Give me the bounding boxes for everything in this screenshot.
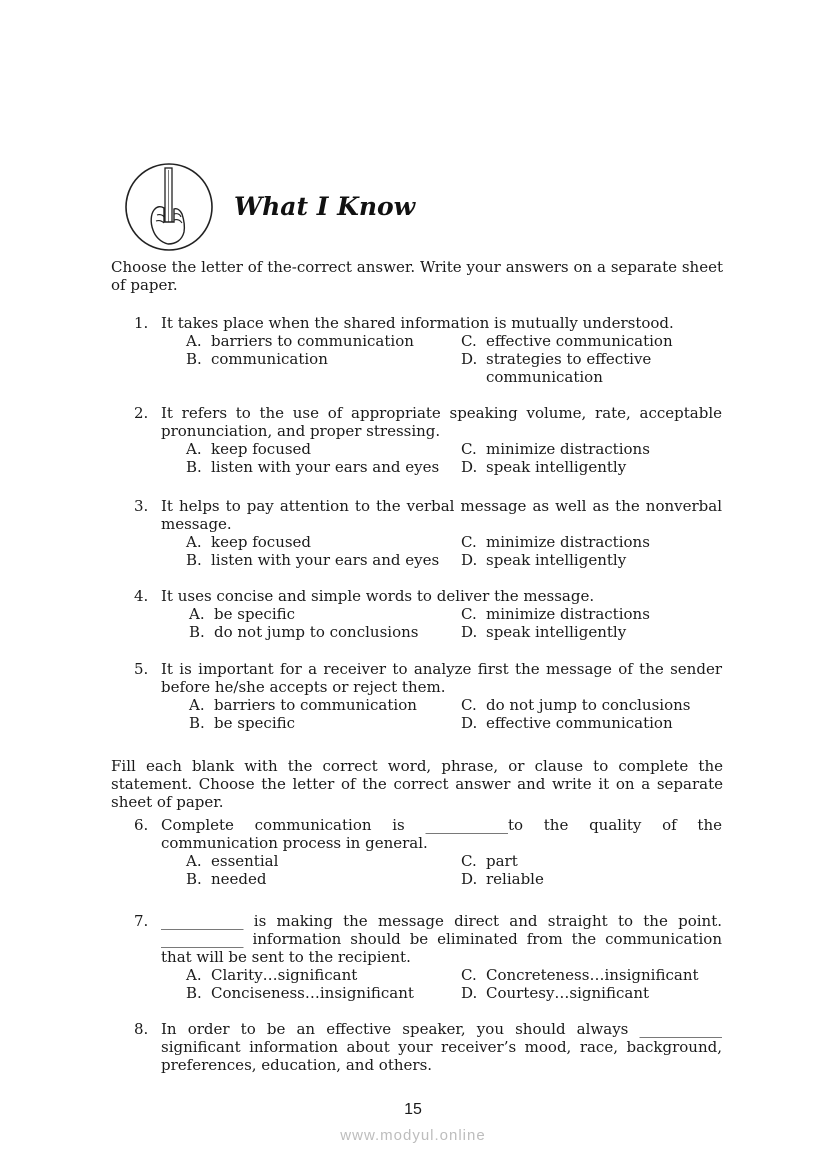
option-a: A. be specific — [189, 605, 296, 623]
question-6 — [134, 816, 722, 888]
option-c: C. minimize distractions — [461, 605, 650, 623]
question-5 — [134, 660, 722, 732]
question-8 — [134, 1020, 722, 1074]
question-text: It is important for a receiver to analyze first the message of the sender before he/she accepts or reject them. — [161, 660, 722, 696]
question-number: 4. — [134, 587, 149, 605]
option-c: C. part — [461, 852, 518, 870]
question-text: ___________ is making the message direct and straight to the point. ___________ information should be eliminated from the communication that will be sent to the recipient. — [161, 912, 722, 966]
option-b: B. Conciseness…insignificant — [186, 984, 414, 1002]
option-c: C. effective communication — [461, 332, 673, 350]
instructions-choose: Choose the letter of the-correct answer. Write your answers on a separate sheet of paper. — [111, 258, 723, 294]
option-d: D. strategies to effective communication — [461, 350, 652, 386]
question-number: 2. — [134, 404, 149, 422]
question-number: 8. — [134, 1020, 149, 1038]
option-a: A. barriers to communication — [186, 332, 414, 350]
option-d: D. speak intelligently — [461, 551, 627, 569]
option-b: B. listen with your ears and eyes — [186, 458, 440, 476]
question-number: 3. — [134, 497, 149, 515]
page-title: What I Know — [234, 192, 416, 221]
option-c: C. do not jump to conclusions — [461, 696, 691, 714]
question-7 — [134, 912, 722, 1002]
question-text: It uses concise and simple words to deliver the message. — [161, 587, 595, 605]
question-number: 7. — [134, 912, 149, 930]
watermark: www.modyul.online — [340, 1127, 486, 1144]
option-a: A. barriers to communication — [189, 696, 417, 714]
option-b: B. communication — [186, 350, 328, 368]
option-d: D. speak intelligently — [461, 458, 627, 476]
instructions-fill-blank: Fill each blank with the correct word, phrase, or clause to complete the statement. Choose the letter of the correct answer and write it on a separate sheet of paper. — [111, 757, 723, 811]
option-d: D. speak intelligently — [461, 623, 627, 641]
option-b: B. needed — [186, 870, 267, 888]
pencil-hand-icon — [124, 162, 214, 252]
question-text: It refers to the use of appropriate speaking volume, rate, acceptable pronunciation, and proper stressing. — [161, 404, 722, 440]
option-b: B. be specific — [189, 714, 296, 732]
option-d: D. reliable — [461, 870, 544, 888]
question-number: 5. — [134, 660, 149, 678]
option-a: A. essential — [186, 852, 279, 870]
question-text: Complete communication is ___________to the quality of the communication process in general. — [161, 816, 722, 852]
question-2 — [134, 404, 722, 476]
option-c: C. minimize distractions — [461, 440, 650, 458]
question-number: 1. — [134, 314, 149, 332]
question-4 — [134, 587, 722, 641]
option-c: C. minimize distractions — [461, 533, 650, 551]
question-text: It helps to pay attention to the verbal message as well as the nonverbal message. — [161, 497, 722, 533]
question-1 — [134, 314, 722, 386]
option-d: D. effective communication — [461, 714, 673, 732]
page-number: 15 — [404, 1101, 422, 1118]
question-3 — [134, 497, 722, 569]
option-a: A. keep focused — [186, 533, 312, 551]
option-a: A. keep focused — [186, 440, 312, 458]
question-text: In order to be an effective speaker, you should always ___________ significant information about your receiver’s mood, race, background, preferences, education, and others. — [161, 1020, 722, 1074]
option-b: B. listen with your ears and eyes — [186, 551, 440, 569]
question-text: It takes place when the shared information is mutually understood. — [161, 314, 674, 332]
question-number: 6. — [134, 816, 149, 834]
option-b: B. do not jump to conclusions — [189, 623, 419, 641]
option-a: A. Clarity…significant — [186, 966, 358, 984]
option-c: C. Concreteness…insignificant — [461, 966, 699, 984]
option-d: D. Courtesy…significant — [461, 984, 650, 1002]
